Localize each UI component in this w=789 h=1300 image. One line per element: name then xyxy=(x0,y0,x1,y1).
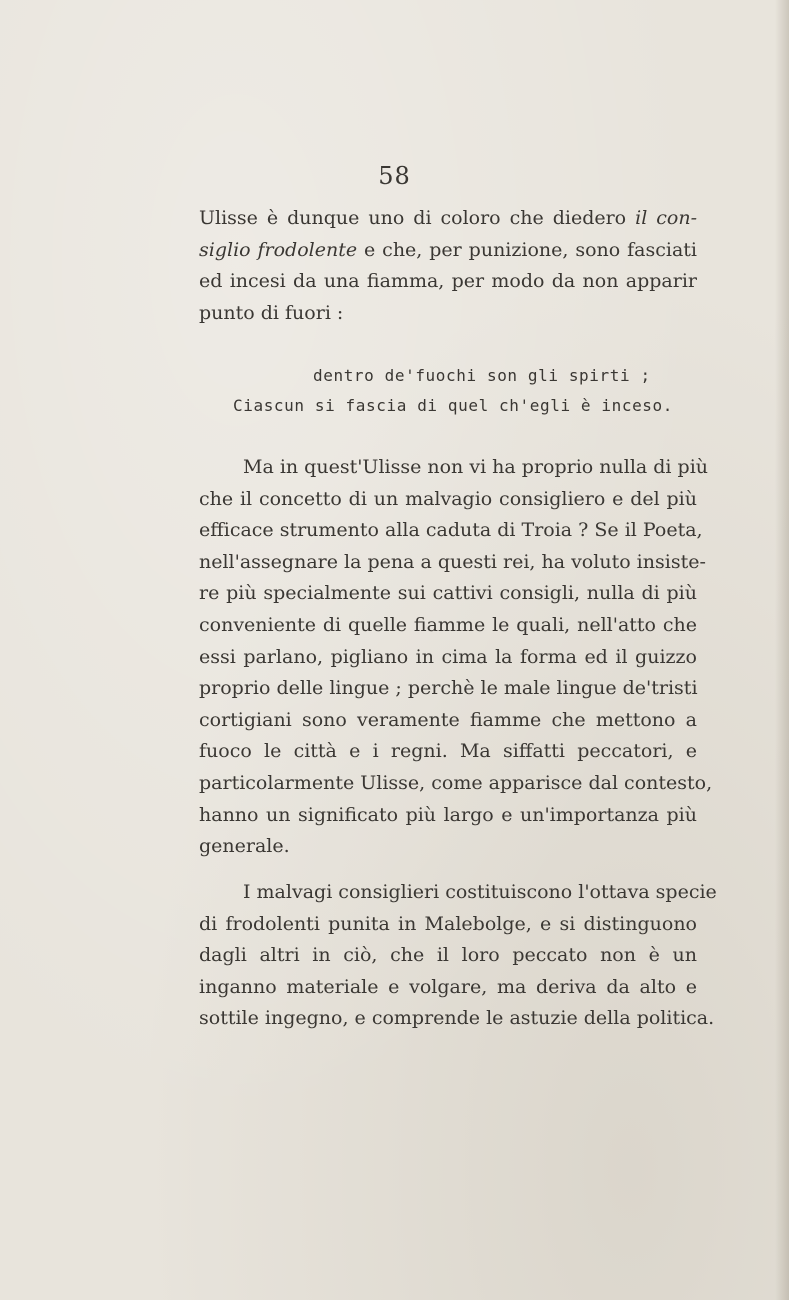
paragraph-1-line: siglio frodolente e che, per punizione, sono fasciati xyxy=(199,238,697,261)
verse-line-2: Ciascun si fascia di quel ch'egli è inceso. xyxy=(233,396,674,415)
paragraph-2-line: conveniente di quelle fiamme le quali, nell'atto che xyxy=(199,613,697,636)
paragraph-3-line: I malvagi consiglieri costituiscono l'ottava specie xyxy=(243,881,717,903)
paragraph-2-line: che il concetto di un malvagio consigliero e del più xyxy=(199,487,697,510)
paragraph-2-line: hanno un significato più largo e un'importanza più xyxy=(199,803,697,826)
paragraph-2-line: efficace strumento alla caduta di Troia ? Se il Poeta, xyxy=(199,519,703,542)
paragraph-1-line: ed incesi da una fiamma, per modo da non apparir xyxy=(199,270,697,293)
paragraph-2 xyxy=(199,452,713,863)
paragraph-2-line: fuoco le città e i regni. Ma siffatti peccatori, e xyxy=(199,740,697,763)
paragraph-3-line: inganno materiale e volgare, ma deriva da alto e xyxy=(199,975,697,998)
page-edge-shadow xyxy=(775,0,789,1300)
paragraph-1 xyxy=(199,203,697,329)
paragraph-3 xyxy=(199,877,717,1035)
paragraph-1-line: punto di fuori : xyxy=(199,301,344,324)
paragraph-2-line: generale. xyxy=(199,835,290,858)
paragraph-2-line: cortigiani sono veramente fiamme che mettono a xyxy=(199,708,697,731)
paragraph-2-line: essi parlano, pigliano in cima la forma ed il guizzo xyxy=(199,645,697,668)
paragraph-2-line: proprio delle lingue ; perchè le male lingue de'tristi xyxy=(199,677,698,700)
paragraph-2-line: re più specialmente sui cattivi consigli, nulla di più xyxy=(199,582,697,605)
paragraph-2-line: particolarmente Ulisse, come apparisce dal contesto, xyxy=(199,771,713,794)
page-number: 58 xyxy=(378,162,411,190)
paragraph-1-line: Ulisse è dunque uno di coloro che diedero il con- xyxy=(199,207,697,229)
paragraph-2-line: Ma in quest'Ulisse non vi ha proprio nulla di più xyxy=(243,456,709,478)
paragraph-3-line: dagli altri in ciò, che il loro peccato non è un xyxy=(199,944,697,967)
paragraph-2-line: nell'assegnare la pena a questi rei, ha voluto insiste- xyxy=(199,550,706,573)
paragraph-3-line: sottile ingegno, e comprende le astuzie della politica. xyxy=(199,1007,715,1030)
verse-line-1: dentro de'fuochi son gli spirti ; xyxy=(313,366,651,385)
paragraph-3-line: di frodolenti punita in Malebolge, e si distinguono xyxy=(199,912,697,935)
